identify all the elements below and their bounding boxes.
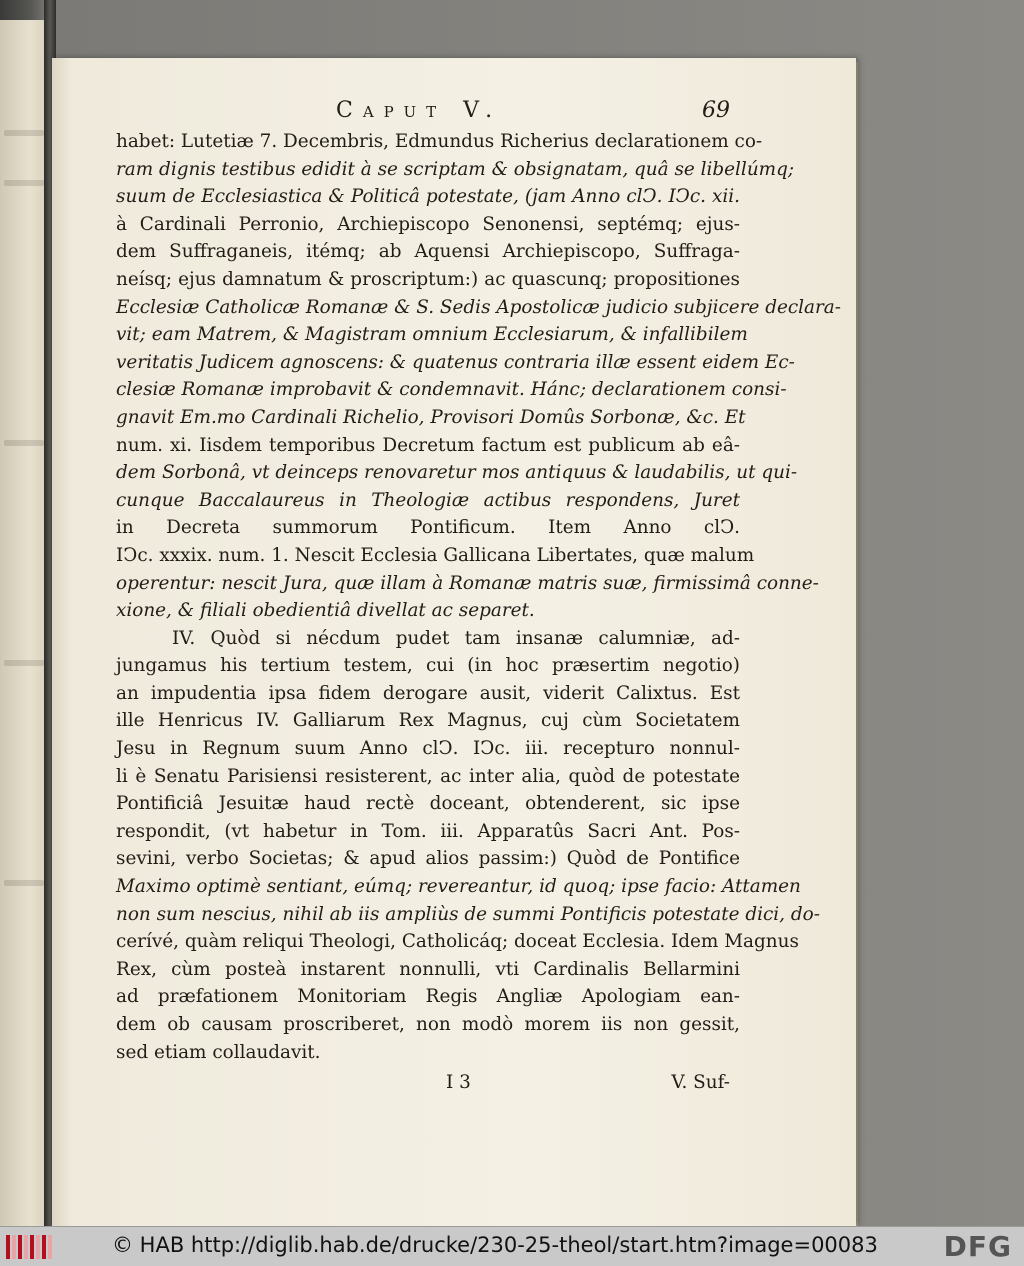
text-line: à Cardinali Perronio, Archiepiscopo Senonensi, septémq; ejus-	[116, 213, 740, 235]
text-line: cunque Baccalaureus in Theologiæ actibus respondens, Juret	[116, 489, 740, 511]
text-line: Rex, cùm posteà instarent nonnulli, vti Cardinalis Bellarmini	[116, 958, 740, 980]
text-line: operentur: nescit Jura, quæ illam à Romanæ matris suæ, firmissimâ conne-	[116, 572, 819, 594]
text-line: cerívé, quàm reliqui Theologi, Catholicáq; doceat Ecclesia. Idem Magnus	[116, 931, 799, 953]
text-line: dem Suffraganeis, itémq; ab Aquensi Archiepiscopo, Suffraga-	[116, 241, 740, 263]
bleed-through-mark	[4, 180, 44, 186]
text-line: ad præfationem Monitoriam Regis Angliæ Apologiam ean-	[116, 986, 740, 1008]
text-line: xione, & filiali obedientiâ divellat ac separet.	[116, 600, 535, 622]
text-line: an impudentia ipsa fidem derogare ausit, viderit Calixtus. Est	[116, 682, 740, 704]
text-line: Jesu in Regnum suum Anno clↃ. IↃc. iii. recepturo nonnul-	[116, 738, 740, 760]
hab-logo-icon	[6, 1235, 52, 1259]
text-line: IV. Quòd si nécdum pudet tam insanæ calumniæ, ad-	[172, 627, 740, 649]
text-line: jungamus his tertium testem, cui (in hoc præsertim negotio)	[116, 655, 740, 677]
bleed-through-mark	[4, 130, 44, 136]
running-head: Caput V.	[336, 98, 503, 123]
text-line: li è Senatu Parisiensi resisterent, ac inter alia, quòd de potestate	[116, 765, 740, 787]
dfg-logo: DFG	[943, 1230, 1012, 1263]
text-line: respondit, (vt habetur in Tom. iii. Apparatûs Sacri Ant. Pos-	[116, 820, 740, 842]
text-line: veritatis Judicem agnoscens: & quatenus contraria illæ essent eidem Ec-	[116, 351, 795, 373]
text-line: sevini, verbo Societas; & apud alios passim:) Quòd de Pontifice	[116, 848, 740, 870]
page-header	[116, 98, 740, 124]
source-url[interactable]: © HAB http://diglib.hab.de/drucke/230-25-theol/start.htm?image=00083	[112, 1233, 878, 1257]
text-line: vit; eam Matrem, & Magistram omnium Ecclesiarum, & infallibilem	[116, 324, 748, 346]
text-line: gnavit Em.mo Cardinali Richelio, Provisori Domûs Sorbonæ, &c. Et	[116, 406, 746, 428]
bleed-through-mark	[4, 880, 44, 886]
bleed-through-mark	[4, 440, 44, 446]
text-line: Maximo optimè sentiant, eúmq; revereantur, id quoq; ipse facio: Attamen	[116, 876, 801, 898]
page-text-block	[116, 98, 841, 1098]
text-line: neísq; ejus damnatum & proscriptum:) ac quascunq; propositiones	[116, 268, 740, 290]
viewer-footer-bar	[0, 1226, 1024, 1266]
catchword: V. Suf-	[671, 1072, 730, 1094]
page-number: 69	[702, 98, 730, 123]
text-line: Ecclesiæ Catholicæ Romanæ & S. Sedis Apostolicæ judicio subjicere declara-	[116, 296, 841, 318]
text-line: dem ob causam proscriberet, non modò morem iis non gessit,	[116, 1014, 740, 1035]
text-line: IↃc. xxxix. num. 1. Nescit Ecclesia Gallicana Libertates, quæ malum	[116, 544, 755, 566]
signature-mark: I 3	[446, 1072, 471, 1094]
text-line: ram dignis testibus edidit à se scriptam & obsignatam, quâ se libellúmq;	[116, 158, 795, 180]
text-line: sed etiam collaudavit.	[116, 1041, 321, 1063]
page-footer	[116, 1068, 740, 1098]
bleed-through-mark	[4, 660, 44, 666]
text-line: num. xi. Iisdem temporibus Decretum factum est publicum ab eâ-	[116, 434, 740, 456]
text-line: clesiæ Romanæ improbavit & condemnavit. Hánc; declarationem consi-	[116, 379, 787, 401]
text-line: non sum nescius, nihil ab iis ampliùs de summi Pontificis potestate dici, do-	[116, 903, 820, 925]
text-line: dem Sorbonâ, vt deinceps renovaretur mos antiquus & laudabilis, ut qui-	[116, 462, 798, 484]
text-line: suum de Ecclesiastica & Politicâ potestate, (jam Anno clↃ. IↃc. xii.	[116, 186, 740, 208]
text-line: in Decreta summorum Pontificum. Item Anno clↃ.	[116, 517, 740, 539]
text-line: Pontificiâ Jesuitæ haud rectè doceant, obtenderent, sic ipse	[116, 793, 740, 815]
text-line: ille Henricus IV. Galliarum Rex Magnus, cuj cùm Societatem	[116, 710, 740, 732]
text-line: habet: Lutetiæ 7. Decembris, Edmundus Richerius declarationem co-	[116, 131, 763, 152]
text-lines	[116, 128, 841, 1066]
